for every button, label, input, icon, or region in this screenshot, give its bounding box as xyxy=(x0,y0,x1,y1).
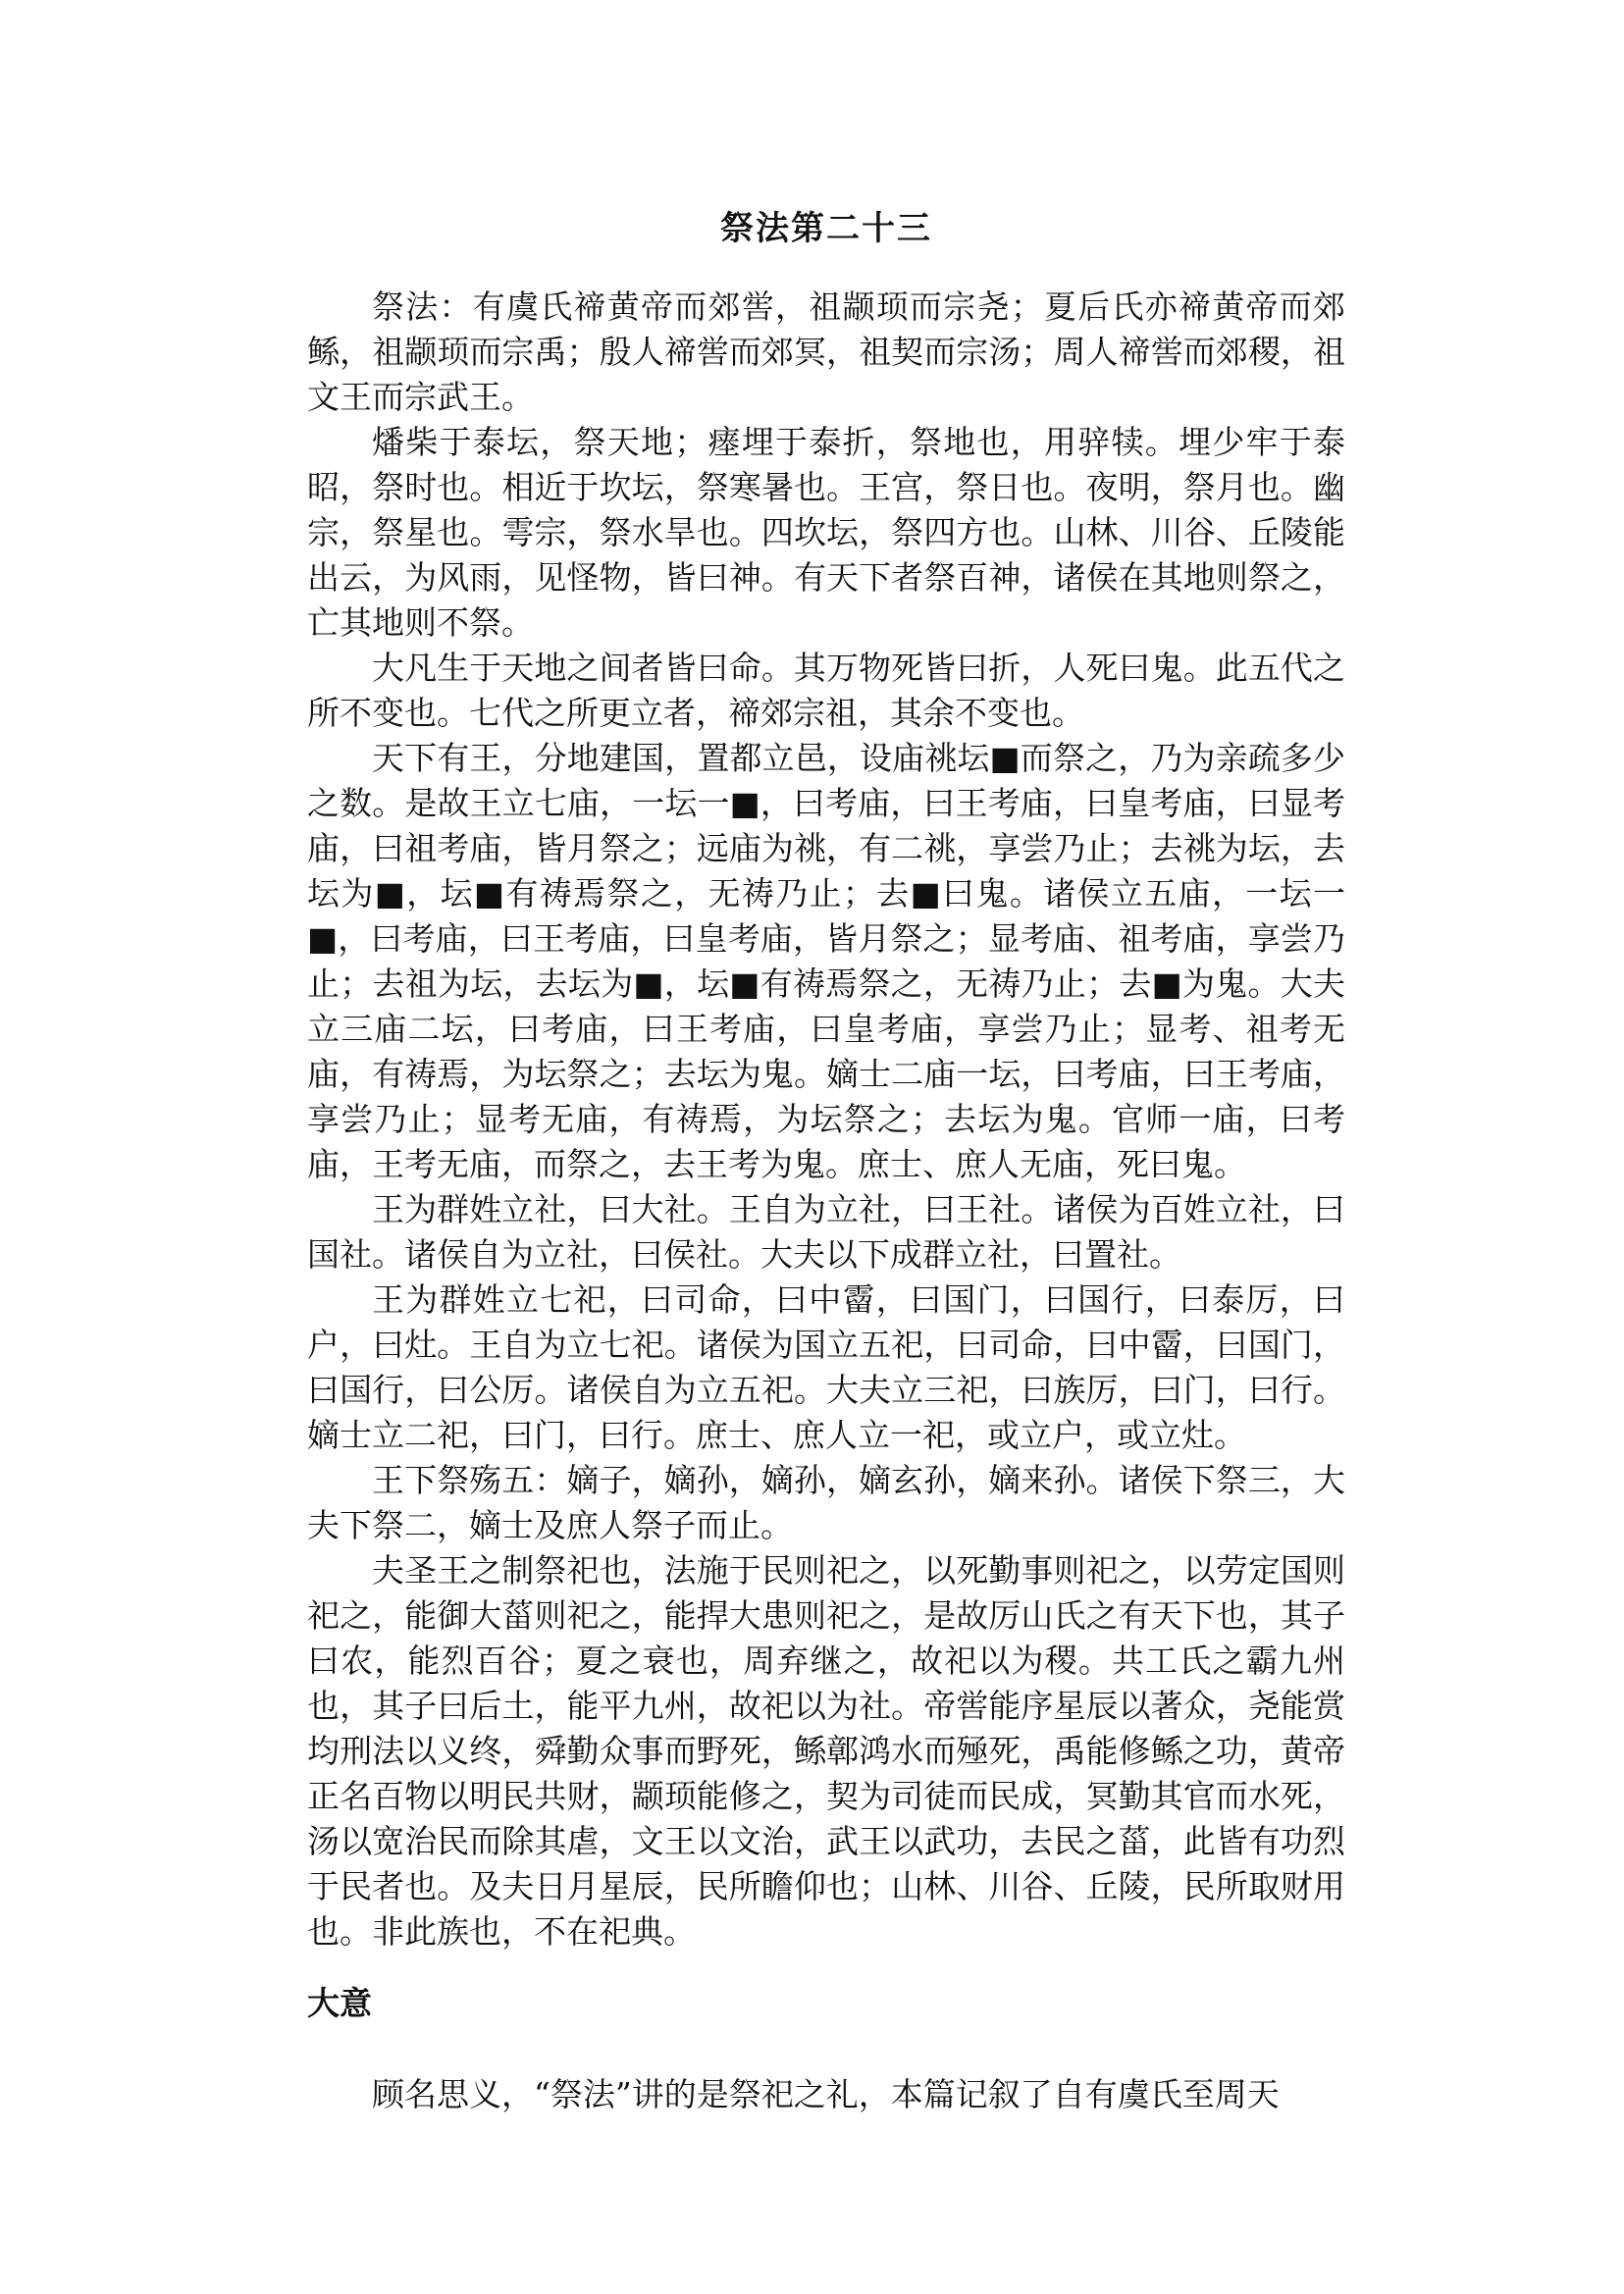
paragraph-7: 王下祭殇五：嫡子，嫡孙，嫡孙，嫡玄孙，嫡来孙。诸侯下祭三，大夫下祭二，嫡士及庶人祭子而止。 xyxy=(307,1461,1345,1544)
paragraph-1: 祭法：有虞氏禘黄帝而郊喾，祖颛顼而宗尧；夏后氏亦禘黄帝而郊鲧，祖颛顼而宗禹；殷人禘喾而郊冥，祖契而宗汤；周人禘喾而郊稷，祖文王而宗武王。 xyxy=(307,287,1345,416)
summary-paragraph: 顾名思义，“祭法”讲的是祭祀之礼，本篇记叙了自有虞氏至周天 xyxy=(372,2075,1280,2113)
paragraph-5: 王为群姓立社，曰大社。王自为立社，曰王社。诸侯为百姓立社，曰国社。诸侯自为立社，曰侯社。大夫以下成群立社，曰置社。 xyxy=(307,1190,1345,1274)
summary-body xyxy=(307,2072,1345,2117)
section-heading-summary: 大意 xyxy=(307,1984,372,2022)
chapter-title: 祭法第二十三 xyxy=(720,209,932,248)
paragraph-6: 王为群姓立七祀，曰司命，曰中霤，曰国门，曰国行，曰泰厉，曰户，曰灶。王自为立七祀。诸侯为国立五祀，曰司命，曰中霤，曰国门，曰国行，曰公厉。诸侯自为立五祀。大夫立三祀，曰族厉，曰门，曰行。嫡士立二祀，曰门，曰行。庶士、庶人立一祀，或立户，或立灶。 xyxy=(307,1280,1345,1454)
paragraph-2: 燔柴于泰坛，祭天地；瘗埋于泰折，祭地也，用骍犊。埋少牢于泰昭，祭时也。相近于坎坛，祭寒暑也。王宫，祭日也。夜明，祭月也。幽宗，祭星也。雩宗，祭水旱也。四坎坛，祭四方也。山林、川谷、丘陵能出云，为风雨，见怪物，皆曰神。有天下者祭百神，诸侯在其地则祭之，亡其地则不祭。 xyxy=(307,423,1345,642)
paragraph-3: 大凡生于天地之间者皆曰命。其万物死皆曰折，人死曰鬼。此五代之所不变也。七代之所更立者，禘郊宗祖，其余不变也。 xyxy=(307,649,1345,732)
chapter-body xyxy=(307,285,1345,1955)
paragraph-8: 夫圣王之制祭祀也，法施于民则祀之，以死勤事则祀之，以劳定国则祀之，能御大菑则祀之，能捍大患则祀之，是故厉山氏之有天下也，其子曰农，能烈百谷；夏之衰也，周弃继之，故祀以为稷。共工氏之霸九州也，其子曰后土，能平九州，故祀以为社。帝喾能序星辰以著众，尧能赏均刑法以义终，舜勤众事而野死，鲧鄣鸿水而殛死，禹能修鲧之功，黄帝正名百物以明民共财，颛顼能修之，契为司徒而民成，冥勤其官而水死，汤以宽治民而除其虐，文王以文治，武王以武功，去民之菑，此皆有功烈于民者也。及夫日月星辰，民所瞻仰也；山林、川谷、丘陵，民所取财用也。非此族也，不在祀典。 xyxy=(307,1551,1345,1951)
paragraph-4: 天下有王，分地建国，置都立邑，设庙祧坛■而祭之，乃为亲疏多少之数。是故王立七庙，一坛一■，曰考庙，曰王考庙，曰皇考庙，曰显考庙，曰祖考庙，皆月祭之；远庙为祧，有二祧，享尝乃止；去祧为坛，去坛为■，坛■有祷焉祭之，无祷乃止；去■曰鬼。诸侯立五庙，一坛一■，曰考庙，曰王考庙，曰皇考庙，皆月祭之；显考庙、祖考庙，享尝乃止；去祖为坛，去坛为■，坛■有祷焉祭之，无祷乃止；去■为鬼。大夫立三庙二坛，曰考庙，曰王考庙，曰皇考庙，享尝乃止；显考、祖考无庙，有祷焉，为坛祭之；去坛为鬼。嫡士二庙一坛，曰考庙，曰王考庙，享尝乃止；显考无庙，有祷焉，为坛祭之；去坛为鬼。官师一庙，曰考庙，王考无庙，而祭之，去王考为鬼。庶士、庶人无庙，死曰鬼。 xyxy=(307,739,1345,1183)
